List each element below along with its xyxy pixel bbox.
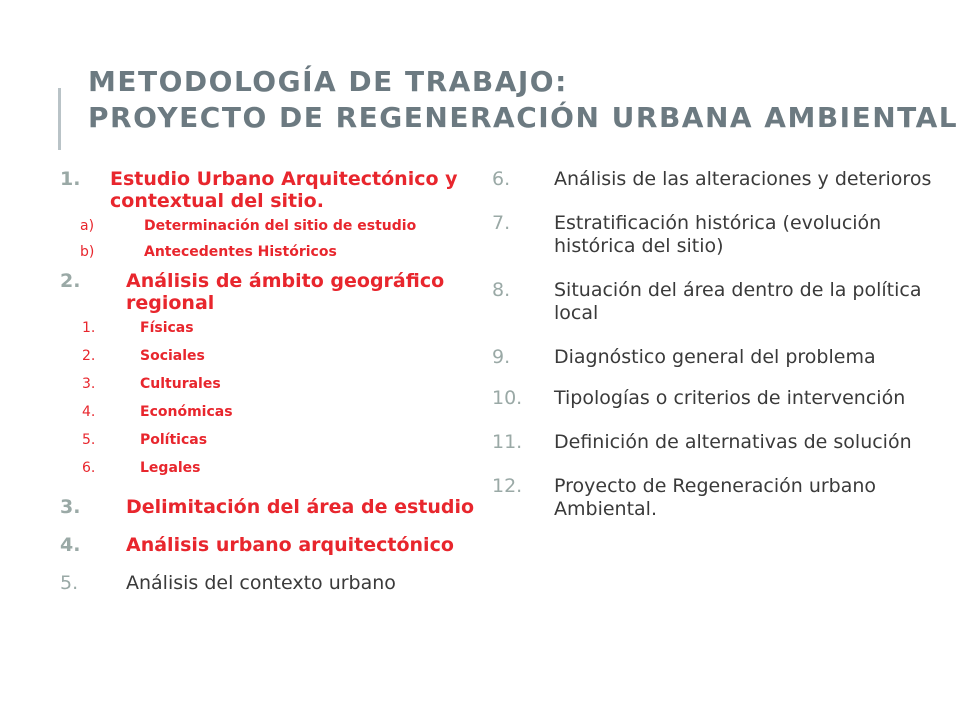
list-item-5	[60, 572, 500, 594]
sub-item-number: 4.	[82, 404, 96, 420]
list-item-9	[492, 346, 932, 369]
right-column	[492, 168, 932, 542]
item-text: Situación del área dentro de la política local	[554, 279, 922, 324]
list-item-2	[60, 270, 500, 314]
list-item-7	[492, 212, 932, 258]
item-text: Análisis de ámbito geográfico regional	[126, 270, 445, 314]
item-number: 2.	[60, 270, 81, 292]
list-item-12	[492, 475, 932, 521]
item-text: Análisis del contexto urbano	[126, 572, 396, 594]
sub-item-number: 3.	[82, 376, 96, 392]
item-number: 12.	[492, 475, 523, 497]
title-line-1: METODOLOGÍA DE TRABAJO:	[88, 65, 568, 98]
sub-item-text: Determinación del sitio de estudio	[144, 218, 417, 234]
list-item-3	[60, 496, 500, 518]
item-text: Análisis de las alteraciones y deterioros	[554, 168, 932, 190]
item-number: 1.	[60, 168, 81, 190]
sub-item-text: Físicas	[140, 320, 194, 336]
item-number: 8.	[492, 279, 511, 301]
list-item-4	[60, 534, 500, 556]
sub-item-number: 5.	[82, 432, 96, 448]
sub-item-b	[60, 244, 500, 260]
item-number: 7.	[492, 212, 511, 234]
sub-item-1	[60, 320, 500, 336]
list-item-1	[60, 168, 500, 212]
item-text: Delimitación del área de estudio	[126, 496, 475, 518]
sub-item-text: Culturales	[140, 376, 221, 392]
sub-item-text: Económicas	[140, 404, 233, 420]
list-item-11	[492, 431, 932, 454]
sub-item-number: 6.	[82, 460, 96, 476]
title-line-2: PROYECTO DE REGENERACIÓN URBANA AMBIENTAL	[88, 101, 959, 134]
item-text: Tipologías o criterios de intervención	[554, 387, 906, 409]
sub-item-5	[60, 432, 500, 448]
item-text: Diagnóstico general del problema	[554, 346, 876, 368]
slide-title	[88, 64, 958, 136]
item-text: Definición de alternativas de solución	[554, 431, 912, 453]
sub-item-number: b)	[80, 244, 95, 260]
item-text: Proyecto de Regeneración urbano Ambiental.	[554, 475, 877, 520]
list-item-6	[492, 168, 932, 191]
item-number: 4.	[60, 534, 81, 556]
sub-item-a	[60, 218, 500, 234]
sub-item-text: Sociales	[140, 348, 205, 364]
sub-item-number: 1.	[82, 320, 96, 336]
item-number: 11.	[492, 431, 523, 453]
left-column	[60, 168, 500, 610]
item-text: Análisis urbano arquitectónico	[126, 534, 454, 556]
list-item-8	[492, 279, 932, 325]
item-number: 10.	[492, 387, 523, 409]
item-number: 6.	[492, 168, 511, 190]
sub-item-6	[60, 460, 500, 476]
title-accent-bar	[58, 88, 61, 150]
sub-item-3	[60, 376, 500, 392]
list-item-10	[492, 387, 932, 410]
sub-item-4	[60, 404, 500, 420]
sub-item-text: Antecedentes Históricos	[144, 244, 337, 260]
sub-item-2	[60, 348, 500, 364]
sub-item-text: Legales	[140, 460, 201, 476]
sub-item-number: 2.	[82, 348, 96, 364]
item-number: 5.	[60, 572, 79, 594]
item-text: Estudio Urbano Arquitectónico y contextual del sitio.	[110, 168, 458, 212]
sub-item-text: Políticas	[140, 432, 208, 448]
sub-item-number: a)	[80, 218, 95, 234]
item-number: 3.	[60, 496, 81, 518]
item-number: 9.	[492, 346, 511, 368]
item-text: Estratificación histórica (evolución histórica del sitio)	[554, 212, 882, 257]
